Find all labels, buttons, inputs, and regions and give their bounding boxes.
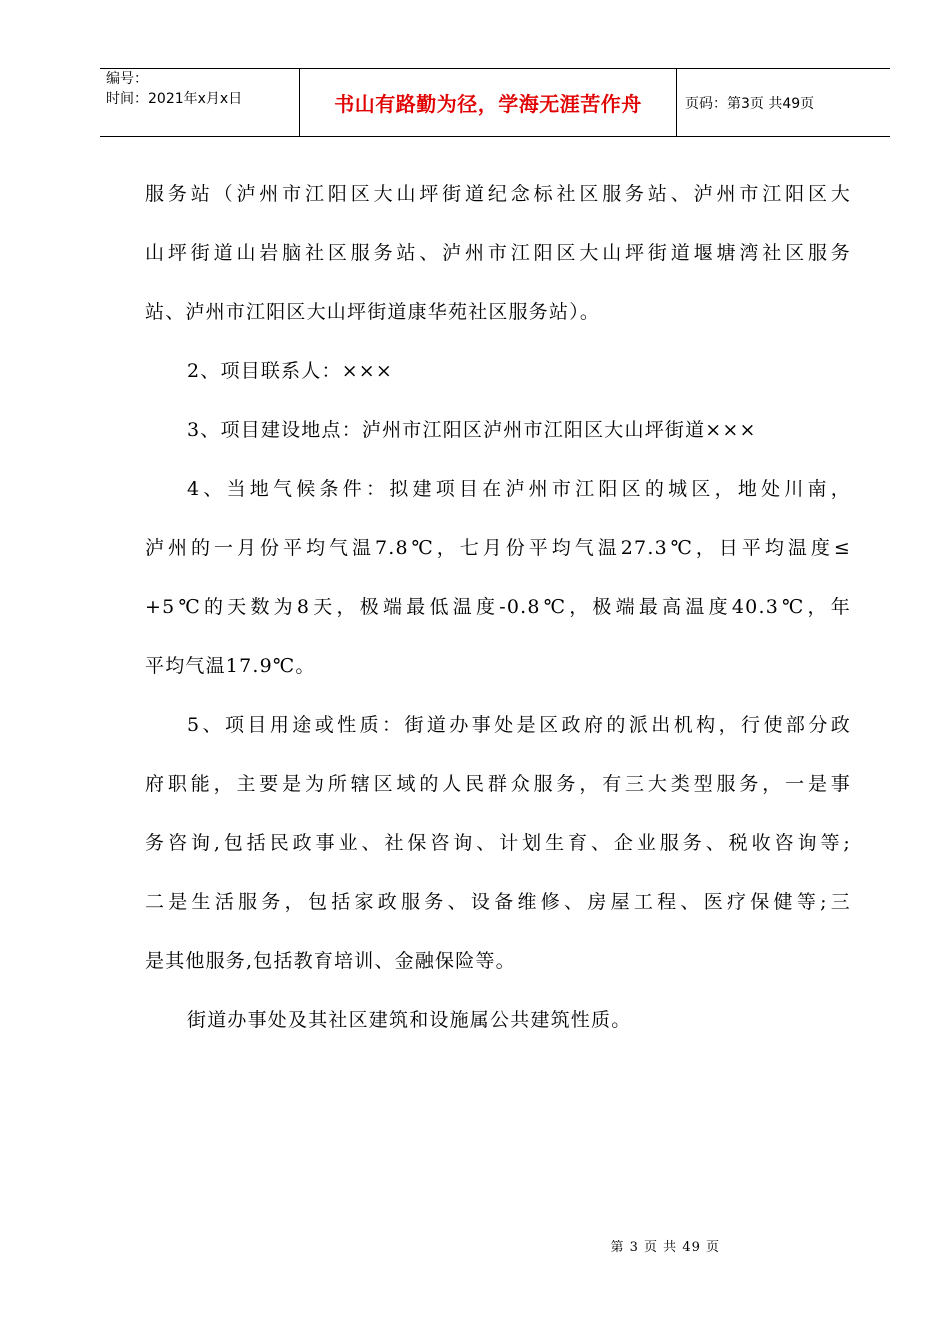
body-line: 山坪街道山岩脑社区服务站、泸州市江阳区大山坪街道堰塘湾社区服务 (145, 242, 851, 264)
body-line: 平均气温17.9℃。 (145, 655, 316, 677)
page-header (100, 68, 890, 137)
purpose-line: 5、项目用途或性质：街道办事处是区政府的派出机构，行使部分政 (187, 714, 851, 736)
document-body (145, 165, 851, 1050)
body-line: 务咨询,包括民政事业、社保咨询、计划生育、企业服务、税收咨询等; (145, 832, 851, 854)
doc-number-label: 编号： (106, 71, 148, 87)
header-motto: 书山有路勤为径，学海无涯苦作舟 (334, 92, 642, 116)
climate-line: 4、当地气候条件：拟建项目在泸州市江阳区的城区，地处川南， (187, 478, 851, 500)
header-meta (100, 69, 300, 136)
body-line: 泸州的一月份平均气温7.8℃，七月份平均气温27.3℃，日平均温度≤ (145, 537, 851, 559)
header-motto-cell (300, 69, 677, 136)
body-line: 二是生活服务，包括家政服务、设备维修、房屋工程、医疗保健等;三 (145, 891, 851, 913)
page-footer (0, 1236, 860, 1255)
body-line: 站、泸州市江阳区大山坪街道康华苑社区服务站）。 (145, 301, 601, 323)
doc-date-label: 时间：2021年x月x日 (106, 91, 243, 107)
contact-line: 2、项目联系人：××× (187, 360, 394, 382)
body-line: +5℃的天数为8天，极端最低温度-0.8℃，极端最高温度40.3℃，年 (145, 596, 851, 618)
header-page-cell (677, 69, 890, 136)
body-line: 是其他服务,包括教育培训、金融保险等。 (145, 950, 516, 972)
body-line: 服务站（泸州市江阳区大山坪街道纪念标社区服务站、泸州市江阳区大 (145, 183, 851, 205)
body-line: 街道办事处及其社区建筑和设施属公共建筑性质。 (187, 1009, 632, 1031)
footer-page-number: 第 3 页 共 49 页 (610, 1240, 720, 1255)
body-line: 府职能，主要是为所辖区域的人民群众服务，有三大类型服务，一是事 (145, 773, 851, 795)
header-page-info: 页码：第3页 共49页 (685, 95, 815, 112)
location-line: 3、项目建设地点：泸州市江阳区泸州市江阳区大山坪街道××× (187, 419, 757, 441)
